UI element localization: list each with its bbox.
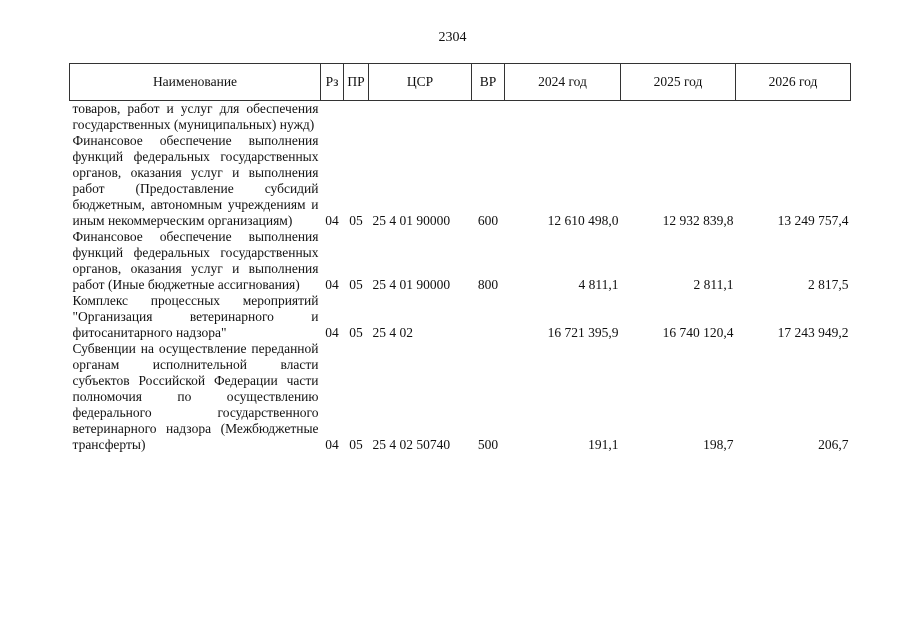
row-rz bbox=[321, 101, 344, 134]
row-2026: 2 817,5 bbox=[808, 277, 849, 292]
row-vr bbox=[472, 101, 505, 134]
table-body bbox=[70, 101, 851, 454]
row-2026 bbox=[736, 101, 851, 134]
table-row bbox=[70, 101, 851, 134]
row-csr: 25 4 01 90000 bbox=[372, 277, 451, 292]
row-csr: 25 4 01 90000 bbox=[372, 213, 451, 228]
row-csr: 25 4 02 50740 bbox=[372, 437, 451, 452]
row-vr: 600 bbox=[477, 213, 499, 228]
row-csr: 25 4 02 bbox=[372, 325, 413, 340]
header-vr: ВР bbox=[472, 64, 505, 101]
table-row bbox=[70, 133, 851, 229]
table-row bbox=[70, 293, 851, 341]
row-2026: 17 243 949,2 bbox=[777, 325, 849, 340]
row-pr bbox=[344, 101, 369, 134]
header-csr: ЦСР bbox=[369, 64, 472, 101]
header-name: Наименование bbox=[70, 64, 321, 101]
header-pr: ПР bbox=[344, 64, 369, 101]
row-pr: 05 bbox=[349, 437, 363, 452]
row-2024: 191,1 bbox=[588, 437, 619, 452]
row-csr bbox=[369, 101, 472, 134]
row-name: Комплекс процессных мероприятий "Организация ветеринарного и фитосанитарного надзора" bbox=[72, 293, 319, 340]
header-2025: 2025 год bbox=[621, 64, 736, 101]
row-2025: 12 932 839,8 bbox=[662, 213, 734, 228]
row-2026: 13 249 757,4 bbox=[777, 213, 849, 228]
row-name: товаров, работ и услуг для обеспечения государственных (муниципальных) нужд) bbox=[72, 101, 319, 132]
row-2026: 206,7 bbox=[818, 437, 849, 452]
header-2026: 2026 год bbox=[736, 64, 851, 101]
row-pr: 05 bbox=[349, 325, 363, 340]
row-2025: 198,7 bbox=[703, 437, 734, 452]
row-rz: 04 bbox=[325, 277, 339, 292]
row-vr bbox=[472, 293, 505, 341]
row-vr: 800 bbox=[477, 277, 499, 292]
row-pr: 05 bbox=[349, 277, 363, 292]
row-rz: 04 bbox=[325, 325, 339, 340]
header-2024: 2024 год bbox=[505, 64, 621, 101]
table-row bbox=[70, 229, 851, 293]
row-name: Субвенции на осуществление переданной органам исполнительной власти субъектов Российской Федерации части полномочия по осуществлению федерального государственного ветеринарного надзора (Межбюджетные трансферты) bbox=[72, 341, 319, 452]
budget-table bbox=[69, 63, 851, 453]
page-number: 2304 bbox=[438, 30, 467, 45]
table-row bbox=[70, 341, 851, 453]
row-2024 bbox=[505, 101, 621, 134]
row-rz: 04 bbox=[325, 437, 339, 452]
row-2024: 16 721 395,9 bbox=[547, 325, 619, 340]
row-2025 bbox=[621, 101, 736, 134]
row-2024: 12 610 498,0 bbox=[547, 213, 619, 228]
header-rz: Рз bbox=[321, 64, 344, 101]
table-header bbox=[70, 64, 851, 101]
row-2024: 4 811,1 bbox=[578, 277, 619, 292]
row-pr: 05 bbox=[349, 213, 363, 228]
row-vr: 500 bbox=[477, 437, 499, 452]
row-name: Финансовое обеспечение выполнения функций федеральных государственных органов, оказания услуг и выполнения работ (Иные бюджетные ассигнования) bbox=[72, 229, 319, 292]
row-rz: 04 bbox=[325, 213, 339, 228]
row-2025: 16 740 120,4 bbox=[662, 325, 734, 340]
row-name: Финансовое обеспечение выполнения функций федеральных государственных органов, оказания услуг и выполнения работ (Предоставление субсидий бюджетным, автономным учреждениям и иным некоммерческим организациям) bbox=[72, 133, 319, 228]
row-2025: 2 811,1 bbox=[693, 277, 734, 292]
